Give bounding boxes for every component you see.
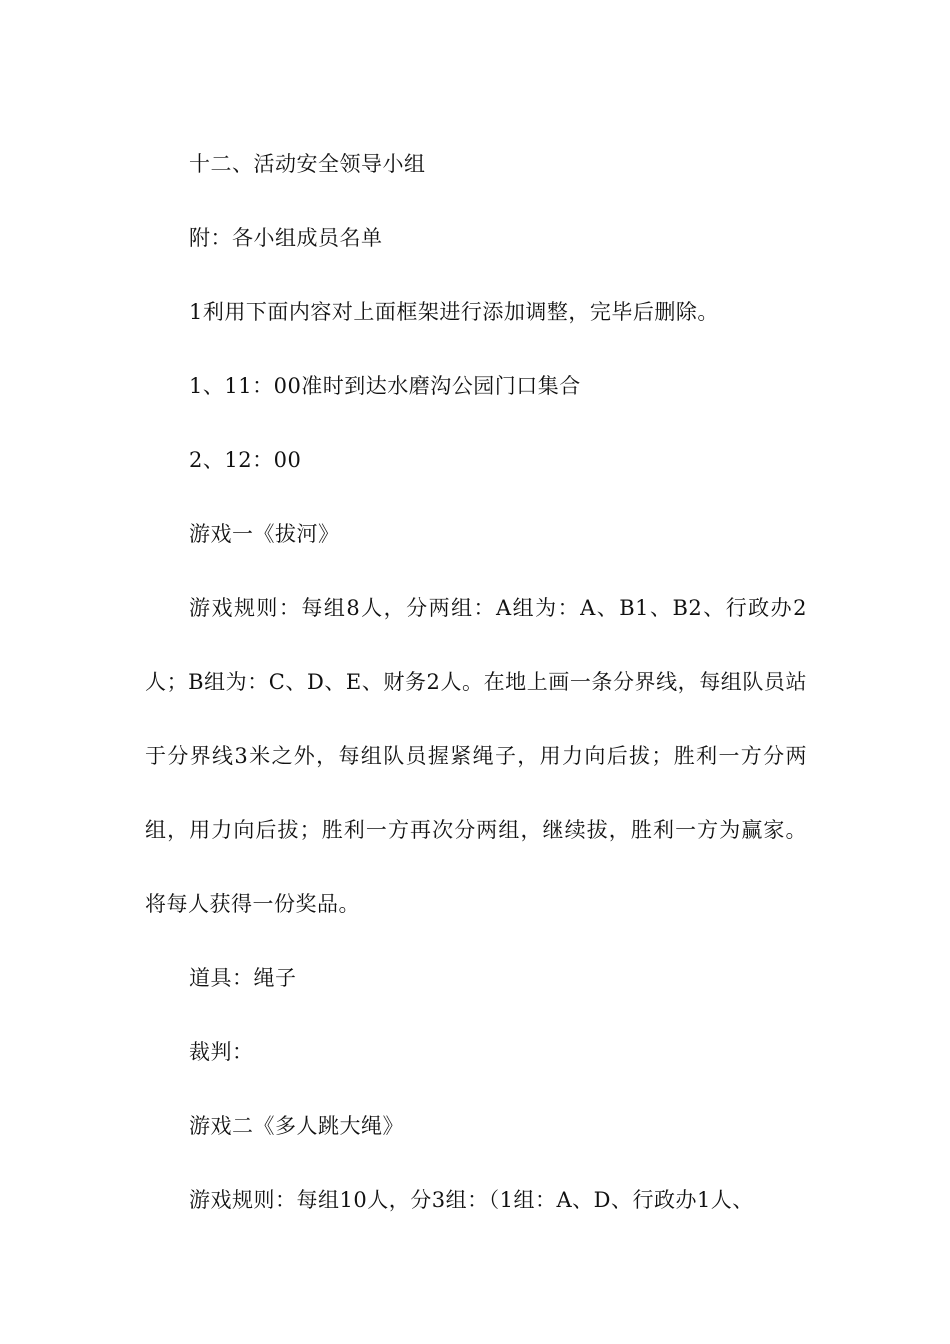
heading-safety-group: 十二、活动安全领导小组 (189, 152, 426, 176)
game-one-props: 道具：绳子 (189, 966, 297, 990)
paragraph-appendix: 附：各小组成员名单 (189, 226, 383, 250)
schedule-item-2: 2、12：00 (189, 448, 302, 472)
paragraph-editor-note: 1利用下面内容对上面框架进行添加调整，完毕后删除。 (189, 300, 719, 324)
game-one-title: 游戏一《拔河》 (189, 522, 340, 546)
game-one-referee: 裁判： (189, 1040, 254, 1064)
document-body (145, 127, 807, 1237)
schedule-item-1: 1、11：00准时到达水磨沟公园门口集合 (189, 374, 581, 398)
game-two-title: 游戏二《多人跳大绳》 (189, 1114, 404, 1138)
game-two-rules: 游戏规则：每组10人，分3组：（1组：A、D、行政办1人、 (189, 1188, 754, 1212)
game-one-rules: 游戏规则：每组8人，分两组：A组为：A、B1、B2、行政办2人；B组为：C、D、E、财务2人。在地上画一条分界线，每组队员站于分界线3米之外，每组队员握紧绳子，用力向后拔；胜利一方分两组，用力向后拔；胜利一方再次分两组，继续拔，胜利一方为赢家。将每人获得一份奖品。 (145, 596, 807, 916)
